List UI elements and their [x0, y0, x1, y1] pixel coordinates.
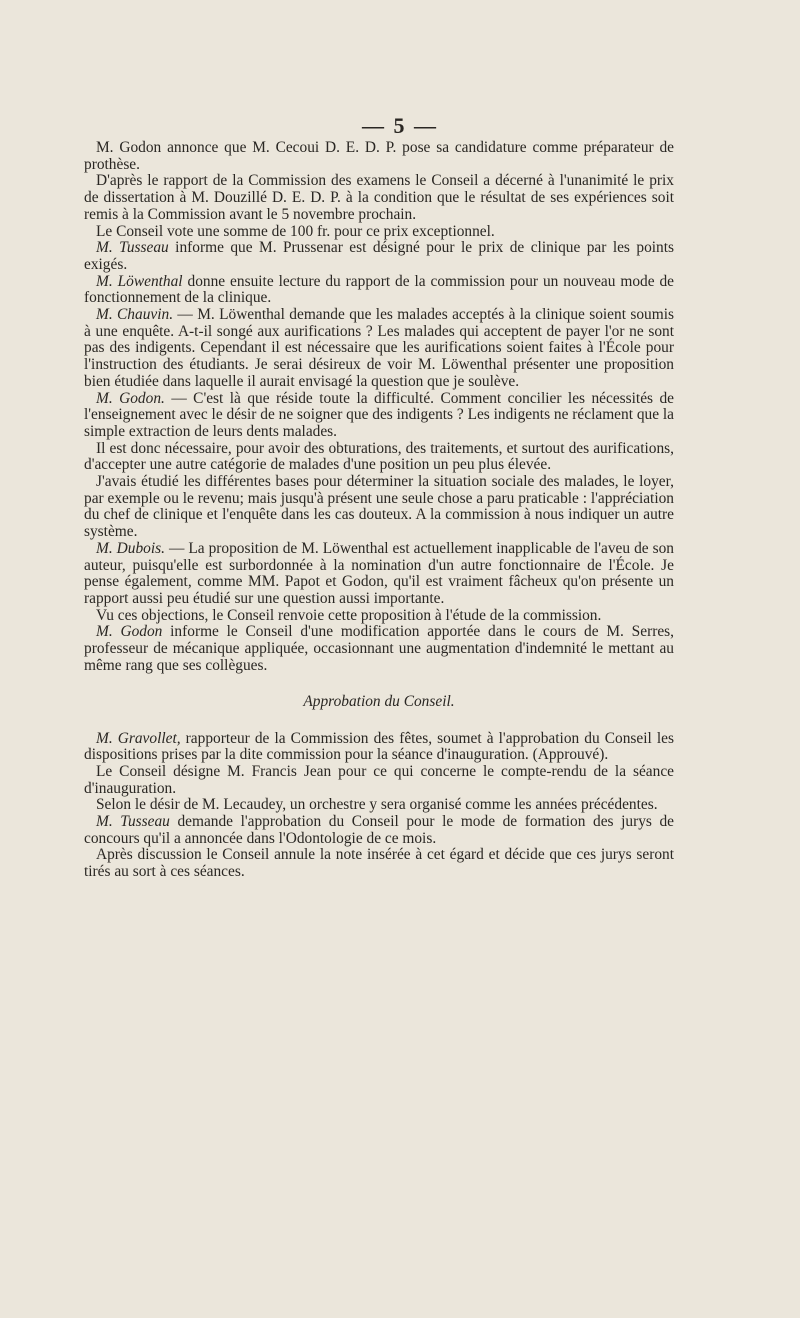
speaker-name: M. Chauvin.	[96, 306, 174, 324]
page-body	[84, 140, 674, 881]
speaker-name: M. Godon.	[96, 389, 165, 407]
paragraph-text: Selon le désir de M. Lecaudey, un orchestre y sera organisé comme les années précédentes.	[96, 796, 658, 814]
paragraph-text: M. Godon annonce que M. Cecoui D. E. D. P. pose sa candidature comme préparateur de prothèse.	[84, 139, 674, 173]
paragraph	[84, 814, 674, 847]
paragraph	[84, 240, 674, 273]
speaker-name: M. Dubois.	[96, 539, 165, 557]
paragraph-text: informe que M. Prussenar est désigné pour le prix de clinique par les points exigés.	[84, 239, 675, 273]
paragraph-text: — M. Löwenthal demande que les malades acceptés à la clinique soient soumis à une enquête. A-t-il songé aux aurifications ? Les malades qui acceptent de payer l'or ne sont pas des indigents. Cependant il est nécessaire que les aurifications soient faites à l'École pour l'instruction des étudiants. Je serai désireux de voir M. Löwenthal présenter une proposition bien étudiée dans laquelle il aurait envisagé la question que je soulève.	[84, 306, 674, 390]
paragraph	[84, 441, 674, 474]
paragraph	[84, 391, 674, 441]
paragraph	[84, 797, 674, 814]
paragraph-text: Le Conseil vote une somme de 100 fr. pour ce prix exceptionnel.	[96, 222, 495, 240]
speaker-name: M. Tusseau	[96, 239, 169, 257]
paragraph-text: demande l'approbation du Conseil pour le mode de formation des jurys de concours qu'il a annoncée dans l'Odontologie de ce mois.	[84, 813, 674, 847]
paragraph	[84, 731, 674, 764]
speaker-name: M. Tusseau	[96, 813, 170, 831]
paragraph-text: donne ensuite lecture du rapport de la commission pour un nouveau mode de fonctionnement de la clinique.	[84, 272, 674, 307]
paragraph-text: J'avais étudié les différentes bases pour déterminer la situation sociale des malades, le loyer, par exemple ou le revenu; mais jusqu'à présent une seule chose a paru praticable : l'appréciation du chef de clinique et l'enquête dans les cas douteux. A la commission à nous indiquer un autre système.	[84, 473, 674, 541]
paragraph	[84, 474, 674, 541]
paragraph	[84, 224, 674, 241]
speaker-name: M. Gravollet,	[96, 729, 181, 747]
paragraph	[84, 140, 674, 173]
minutes-block-top	[84, 140, 674, 675]
paragraph	[84, 847, 674, 880]
paragraph	[84, 541, 674, 608]
paragraph	[84, 274, 674, 307]
section-heading: Approbation du Conseil.	[303, 692, 455, 710]
paragraph-text: rapporteur de la Commission des fêtes, soumet à l'approbation du Conseil les dispositions prises par la dite commission pour la séance d'inauguration. (Approuvé).	[84, 729, 674, 764]
paragraph	[84, 608, 674, 625]
paragraph-text: informe le Conseil d'une modification apportée dans le cours de M. Serres, professeur de mécanique appliquée, occasionnant une augmentation d'indemnité le mettant au même rang que ses collègues.	[84, 623, 674, 674]
speaker-name: M. Godon	[96, 623, 163, 641]
paragraph-text: Après discussion le Conseil annule la note insérée à cet égard et décide que ces jurys seront tirés au sort à ces séances.	[84, 846, 674, 881]
page-number: — 5 —	[362, 113, 438, 138]
paragraph	[84, 173, 674, 223]
paragraph-text: — La proposition de M. Löwenthal est actuellement inapplicable de l'aveu de son auteur, puisqu'elle est surbordonnée à la nomination d'un autre fonctionnaire de l'École. Je pense également, comme MM. Papot et Godon, qu'il est vraiment fâcheux qu'on présente un rapport aussi peu étudié sur une question aussi importante.	[84, 539, 674, 607]
paragraph	[84, 764, 674, 797]
paragraph	[84, 624, 674, 674]
paragraph-text: Il est donc nécessaire, pour avoir des obturations, des traitements, et surtout des aurifications, d'accepter une autre catégorie de malades d'une position un peu plus élevée.	[84, 439, 674, 474]
paragraph-text: Vu ces objections, le Conseil renvoie cette proposition à l'étude de la commission.	[96, 606, 602, 624]
paragraph-text: — C'est là que réside toute la difficulté. Comment concilier les nécessités de l'enseignement avec le désir de ne soigner que des indigents ? Les indigents ne réclament que la simple extraction de leurs dents malades.	[84, 389, 674, 440]
paragraph	[84, 307, 674, 391]
paragraph-text: Le Conseil désigne M. Francis Jean pour ce qui concerne le compte-rendu de la séance d'inauguration.	[84, 762, 674, 797]
paragraph-text: D'après le rapport de la Commission des examens le Conseil a décerné à l'unanimité le prix de dissertation à M. Douzillé D. E. D. P. à la condition que le résultat de ses expériences soit remis à la Commission avant le 5 novembre prochain.	[84, 172, 674, 223]
minutes-block-bottom	[84, 731, 674, 881]
speaker-name: M. Löwenthal	[96, 272, 183, 290]
